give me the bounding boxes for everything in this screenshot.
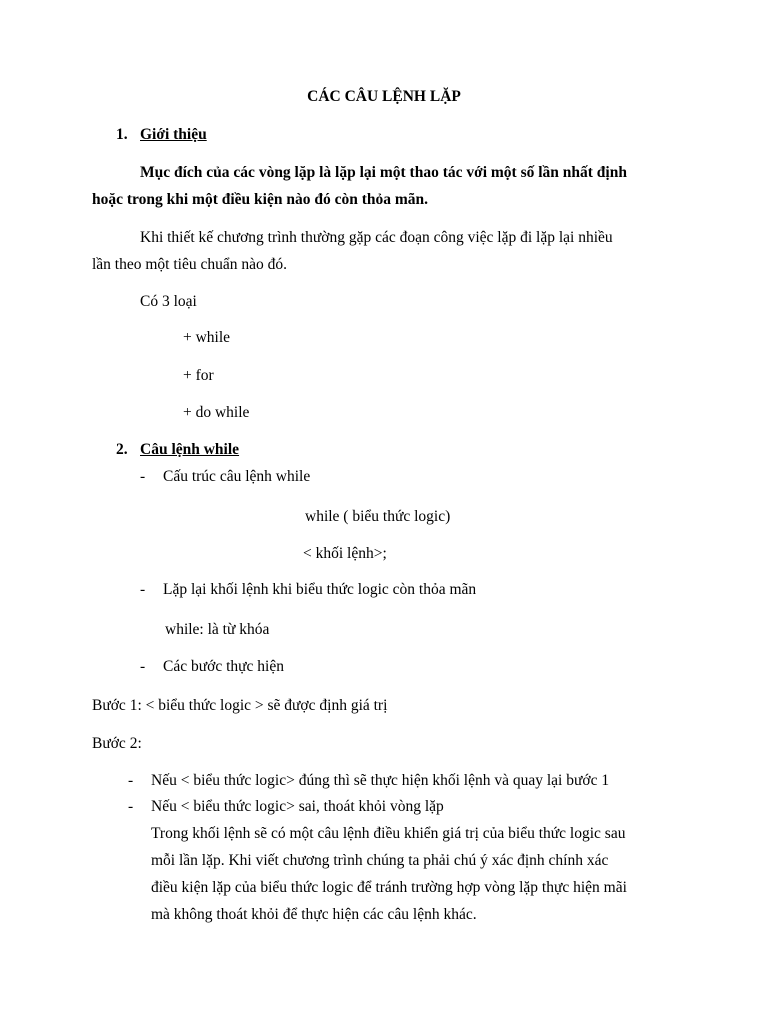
syntax-line-2: < khối lệnh>; [303, 545, 387, 562]
section-1-heading: Giới thiệu [140, 126, 207, 143]
type-item-for: + for [183, 367, 214, 384]
bullet-dash: - [140, 468, 146, 485]
design-line-1: Khi thiết kế chương trình thường gặp các đoạn công việc lặp đi lặp lại nhiều [140, 229, 613, 246]
type-item-do-while: + do while [183, 404, 250, 421]
step-2: Bước 2: [92, 735, 142, 752]
type-item-while: + while [183, 329, 231, 346]
repeat-description: Lặp lại khối lệnh khi biểu thức logic còn thỏa mãn [163, 581, 477, 598]
structure-label: Cấu trúc câu lệnh while [163, 468, 311, 485]
syntax-line-1: while ( biểu thức logic) [305, 508, 451, 525]
section-1-number: 1. [116, 126, 128, 143]
step-1: Bước 1: < biểu thức logic > sẽ được định giá trị [92, 697, 388, 714]
note-line-4: mà không thoát khỏi để thực hiện các câu lệnh khác. [151, 906, 477, 923]
bullet-dash: - [128, 798, 134, 815]
page-title: CÁC CÂU LỆNH LẶP [307, 88, 461, 105]
design-line-2: lần theo một tiêu chuẩn nào đó. [92, 256, 287, 273]
step-2-false: Nếu < biểu thức logic> sai, thoát khỏi vòng lặp [151, 798, 444, 815]
purpose-line-1: Mục đích của các vòng lặp là lặp lại một thao tác với một số lần nhất định [140, 164, 627, 181]
note-line-3: điều kiện lặp của biểu thức logic để tránh trường hợp vòng lặp thực hiện mãi [151, 879, 627, 896]
purpose-line-2: hoặc trong khi một điều kiện nào đó còn thỏa mãn. [92, 191, 429, 208]
types-intro: Có 3 loại [140, 293, 197, 310]
bullet-dash: - [128, 772, 134, 789]
keyword-note: while: là từ khóa [165, 621, 270, 638]
steps-label: Các bước thực hiện [163, 658, 284, 675]
bullet-dash: - [140, 658, 146, 675]
section-2-heading: Câu lệnh while [140, 441, 240, 458]
section-2-number: 2. [116, 441, 128, 458]
note-line-1: Trong khối lệnh sẽ có một câu lệnh điều khiển giá trị của biểu thức logic sau [151, 825, 626, 842]
bullet-dash: - [140, 581, 146, 598]
step-2-true: Nếu < biểu thức logic> đúng thì sẽ thực hiện khối lệnh và quay lại bước 1 [151, 772, 610, 789]
note-line-2: mỗi lần lặp. Khi viết chương trình chúng ta phải chú ý xác định chính xác [151, 852, 609, 869]
